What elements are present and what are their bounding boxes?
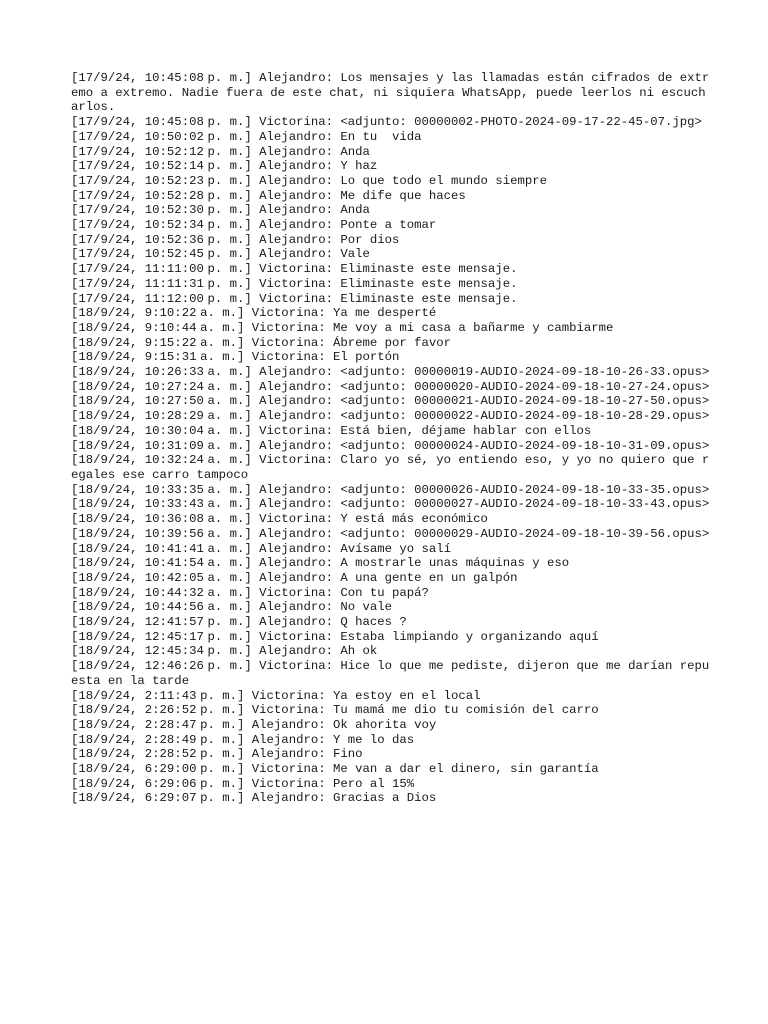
chat-line: [17/9/24, 10:52:45 p. m.] Alejandro: Vale xyxy=(71,247,370,262)
chat-line: [18/9/24, 10:31:09 a. m.] Alejandro: <adjunto: 00000024-AUDIO-2024-09-18-10-31-09.opus> xyxy=(71,438,710,453)
chat-line: [18/9/24, 6:29:07 p. m.] Alejandro: Gracias a Dios xyxy=(71,791,437,806)
chat-line: [18/9/24, 10:28:29 a. m.] Alejandro: <adjunto: 00000022-AUDIO-2024-09-18-10-28-29.opus> xyxy=(71,409,710,424)
chat-line: [18/9/24, 12:41:57 p. m.] Alejandro: Q haces ? xyxy=(71,615,407,630)
chat-line: [18/9/24, 10:33:35 a. m.] Alejandro: <adjunto: 00000026-AUDIO-2024-09-18-10-33-35.opus> xyxy=(71,482,710,497)
chat-line: [17/9/24, 10:52:28 p. m.] Alejandro: Me dife que haces xyxy=(71,188,466,203)
chat-line: [18/9/24, 10:27:50 a. m.] Alejandro: <adjunto: 00000021-AUDIO-2024-09-18-10-27-50.opus> xyxy=(71,394,710,409)
chat-line: [18/9/24, 10:26:33 a. m.] Alejandro: <adjunto: 00000019-AUDIO-2024-09-18-10-26-33.opus> xyxy=(71,365,710,380)
chat-line: [18/9/24, 10:30:04 a. m.] Victorina: Está bien, déjame hablar con ellos xyxy=(71,423,592,438)
chat-line: [17/9/24, 10:52:34 p. m.] Alejandro: Ponte a tomar xyxy=(71,218,437,233)
chat-line: [18/9/24, 9:10:22 a. m.] Victorina: Ya me desperté xyxy=(71,306,437,321)
chat-line: [18/9/24, 9:10:44 a. m.] Victorina: Me voy a mi casa a bañarme y cambiarme xyxy=(71,320,614,335)
chat-line: [18/9/24, 2:26:52 p. m.] Victorina: Tu mamá me dio tu comisión del carro xyxy=(71,703,599,718)
chat-line: [17/9/24, 10:52:14 p. m.] Alejandro: Y haz xyxy=(71,159,378,174)
chat-line: [18/9/24, 10:41:41 a. m.] Alejandro: Avísame yo salí xyxy=(71,541,452,556)
chat-line: [17/9/24, 10:45:08 p. m.] Victorina: <adjunto: 00000002-PHOTO-2024-09-17-22-45-07.jpg> xyxy=(71,115,702,130)
chat-line: [18/9/24, 10:39:56 a. m.] Alejandro: <adjunto: 00000029-AUDIO-2024-09-18-10-39-56.opus> xyxy=(71,526,710,541)
chat-line: [18/9/24, 2:11:43 p. m.] Victorina: Ya estoy en el local xyxy=(71,688,481,703)
chat-line: [18/9/24, 10:44:32 a. m.] Victorina: Con tu papá? xyxy=(71,585,429,600)
chat-line: [18/9/24, 12:45:34 p. m.] Alejandro: Ah ok xyxy=(71,644,378,659)
chat-line: [17/9/24, 10:52:30 p. m.] Alejandro: Anda xyxy=(71,203,370,218)
chat-line: [17/9/24, 10:52:23 p. m.] Alejandro: Lo que todo el mundo siempre xyxy=(71,173,547,188)
chat-line: [18/9/24, 2:28:49 p. m.] Alejandro: Y me lo das xyxy=(71,732,415,747)
chat-line: [18/9/24, 9:15:31 a. m.] Victorina: El portón xyxy=(71,350,400,365)
chat-line: [18/9/24, 2:28:47 p. m.] Alejandro: Ok ahorita voy xyxy=(71,717,437,732)
chat-line: [17/9/24, 11:11:00 p. m.] Victorina: Eliminaste este mensaje. xyxy=(71,262,518,277)
chat-line: [18/9/24, 10:44:56 a. m.] Alejandro: No vale xyxy=(71,600,393,615)
chat-line: [18/9/24, 10:36:08 a. m.] Victorina: Y está más económico xyxy=(71,512,488,527)
chat-line: [17/9/24, 10:52:12 p. m.] Alejandro: Anda xyxy=(71,144,370,159)
chat-line: [17/9/24, 10:52:36 p. m.] Alejandro: Por dios xyxy=(71,232,400,247)
chat-line: [18/9/24, 12:46:26 p. m.] Victorina: Hice lo que me pediste, dijeron que me darían repuesta en la tarde xyxy=(71,659,710,688)
chat-line: [18/9/24, 10:42:05 a. m.] Alejandro: A una gente en un galpón xyxy=(71,570,518,585)
chat-line: [18/9/24, 10:32:24 a. m.] Victorina: Claro yo sé, yo entiendo eso, y yo no quiero que regales ese carro tampoco xyxy=(71,453,710,482)
chat-line: [18/9/24, 10:33:43 a. m.] Alejandro: <adjunto: 00000027-AUDIO-2024-09-18-10-33-43.opus> xyxy=(71,497,710,512)
chat-line: [18/9/24, 6:29:00 p. m.] Victorina: Me van a dar el dinero, sin garantía xyxy=(71,762,599,777)
chat-line: [18/9/24, 10:41:54 a. m.] Alejandro: A mostrarle unas máquinas y eso xyxy=(71,556,570,571)
chat-line: [17/9/24, 11:12:00 p. m.] Victorina: Eliminaste este mensaje. xyxy=(71,291,518,306)
chat-line: [18/9/24, 2:28:52 p. m.] Alejandro: Fino xyxy=(71,747,363,762)
chat-line: [18/9/24, 10:27:24 a. m.] Alejandro: <adjunto: 00000020-AUDIO-2024-09-18-10-27-24.opus> xyxy=(71,379,710,394)
chat-line: [18/9/24, 12:45:17 p. m.] Victorina: Estaba limpiando y organizando aquí xyxy=(71,629,599,644)
chat-line: [18/9/24, 9:15:22 a. m.] Victorina: Ábreme por favor xyxy=(71,335,452,350)
chat-line: [18/9/24, 6:29:06 p. m.] Victorina: Pero al 15% xyxy=(71,776,415,791)
chat-transcript xyxy=(71,71,711,806)
chat-line: [17/9/24, 10:45:08 p. m.] Alejandro: Los mensajes y las llamadas están cifrados de extremo a extremo. Nadie fuera de este chat, ni siquiera WhatsApp, puede leerlos ni escucharlos. xyxy=(71,71,710,115)
chat-line: [17/9/24, 10:50:02 p. m.] Alejandro: En tu vida xyxy=(71,129,422,144)
chat-line: [17/9/24, 11:11:31 p. m.] Victorina: Eliminaste este mensaje. xyxy=(71,276,518,291)
